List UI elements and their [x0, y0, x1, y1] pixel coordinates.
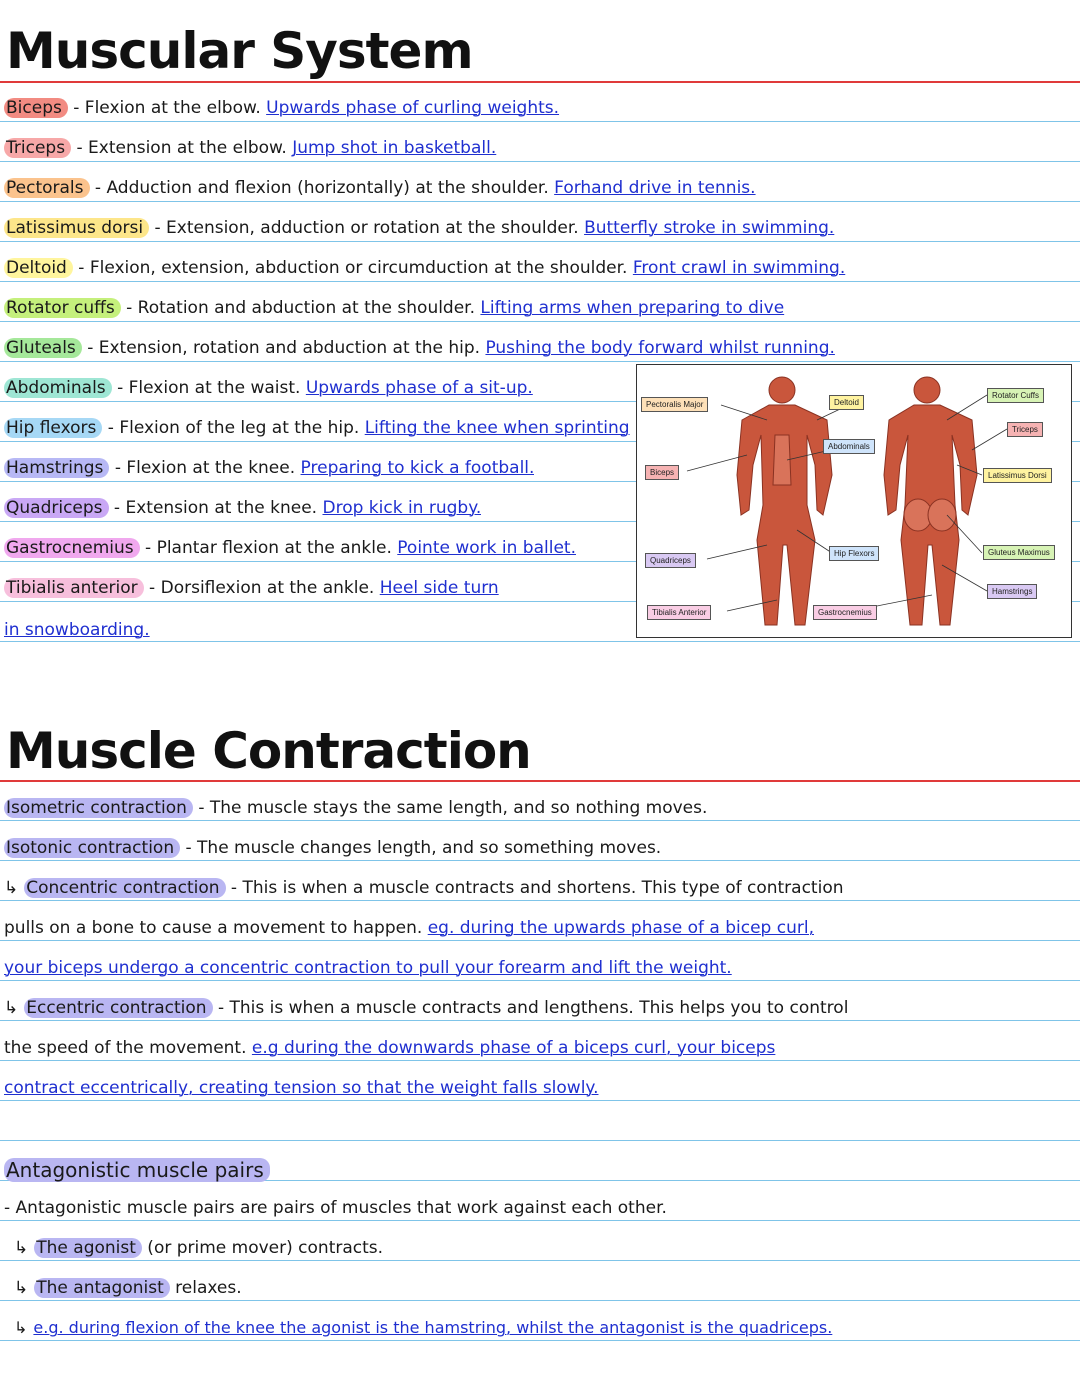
antagonistic-heading: Antagonistic muscle pairs	[4, 1158, 270, 1182]
sport-example: Lifting the knee when sprinting	[364, 418, 630, 438]
muscle-row	[4, 378, 533, 398]
muscle-action: Plantar flexion at the ankle.	[156, 538, 398, 558]
sport-example: Heel side turn	[379, 578, 499, 598]
label-quadriceps: Quadriceps	[645, 553, 696, 568]
front-body-figure	[737, 377, 832, 625]
isotonic-definition: - The muscle changes length, and so something moves.	[180, 838, 662, 858]
muscle-row	[4, 138, 496, 158]
rule	[0, 1020, 1080, 1021]
separator: -	[143, 578, 161, 598]
separator: -	[111, 378, 129, 398]
muscle-name: Pectorals	[4, 178, 90, 198]
label-hip-flexors: Hip Flexors	[829, 546, 879, 561]
muscle-row	[4, 298, 784, 318]
sport-example: Drop kick in rugby.	[322, 498, 482, 518]
title-rule	[0, 780, 1080, 782]
sport-example: Preparing to kick a football.	[300, 458, 535, 478]
concentric-example-cont: your biceps undergo a concentric contraction to pull your forearm and lift the weight.	[4, 958, 732, 978]
muscle-action: Extension, adduction or rotation at the shoulder.	[166, 218, 585, 238]
rule	[0, 980, 1080, 981]
rule	[0, 161, 1080, 162]
label-latissimus-dorsi: Latissimus Dorsi	[983, 468, 1052, 483]
muscle-row	[4, 218, 834, 238]
isotonic-line	[4, 838, 661, 858]
agonist-text: (or prime mover) contracts.	[141, 1238, 384, 1258]
rule	[0, 241, 1080, 242]
example-line	[14, 1318, 832, 1337]
muscle-action: Flexion at the waist.	[128, 378, 306, 398]
antagonist-line	[14, 1278, 242, 1298]
muscle-action: Adduction and flexion (horizontally) at the shoulder.	[106, 178, 555, 198]
eccentric-term: Eccentric contraction	[24, 998, 212, 1018]
muscle-row	[4, 498, 481, 518]
rule	[0, 1220, 1080, 1221]
sport-example: Front crawl in swimming.	[632, 258, 846, 278]
sport-example: Upwards phase of a sit-up.	[305, 378, 533, 398]
muscle-name: Biceps	[4, 98, 68, 118]
sport-example: Pointe work in ballet.	[397, 538, 576, 558]
label-abdominals: Abdominals	[823, 439, 875, 454]
muscle-name: Rotator cuffs	[4, 298, 121, 318]
example-text: in snowboarding.	[4, 620, 150, 640]
muscle-row	[4, 178, 756, 198]
sport-example: Butterfly stroke in swimming.	[584, 218, 835, 238]
muscle-name: Gastrocnemius	[4, 538, 140, 558]
separator: -	[72, 258, 90, 278]
sport-example: Jump shot in basketball.	[292, 138, 497, 158]
isotonic-term: Isotonic contraction	[4, 838, 180, 858]
eccentric-example-cont: contract eccentrically, creating tension so that the weight falls slowly.	[4, 1078, 599, 1098]
muscle-name: Quadriceps	[4, 498, 109, 518]
rule	[0, 361, 1080, 362]
isometric-line	[4, 798, 707, 818]
label-hamstrings: Hamstrings	[987, 584, 1037, 599]
antagonistic-heading-line	[4, 1158, 270, 1182]
rule	[0, 1300, 1080, 1301]
title-rule	[0, 81, 1080, 83]
rule	[0, 900, 1080, 901]
muscle-action: Flexion at the knee.	[126, 458, 301, 478]
back-body-figure	[884, 377, 977, 625]
label-gastrocnemius: Gastrocnemius	[813, 605, 877, 620]
separator: -	[71, 138, 89, 158]
muscle-name: Latissimus dorsi	[4, 218, 149, 238]
concentric-term: Concentric contraction	[24, 878, 225, 898]
muscle-row	[4, 458, 534, 478]
sport-example: Forhand drive in tennis.	[554, 178, 756, 198]
concentric-example: eg. during the upwards phase of a bicep curl,	[427, 918, 814, 938]
arrow-icon: ↳	[4, 998, 19, 1018]
muscle-name: Abdominals	[4, 378, 112, 398]
rule	[0, 820, 1080, 821]
rule	[0, 940, 1080, 941]
rule	[0, 201, 1080, 202]
muscle-row	[4, 578, 499, 598]
rule	[0, 1340, 1080, 1341]
separator: -	[89, 178, 107, 198]
muscle-name: Tibialis anterior	[4, 578, 144, 598]
eccentric-line-1	[4, 998, 848, 1018]
label-biceps: Biceps	[645, 465, 679, 480]
muscle-row	[4, 418, 630, 438]
sport-example: Pushing the body forward whilst running.	[485, 338, 835, 358]
arrow-icon: ↳	[14, 1318, 28, 1337]
continuation-line	[4, 620, 150, 640]
section-title-contraction: Muscle Contraction	[6, 722, 531, 780]
label-rotator-cuffs: Rotator Cuffs	[987, 388, 1044, 403]
muscle-row	[4, 98, 559, 118]
separator: -	[139, 538, 157, 558]
rule	[0, 121, 1080, 122]
muscle-name: Gluteals	[4, 338, 82, 358]
separator: -	[108, 498, 126, 518]
concentric-line-2	[4, 918, 814, 938]
muscle-action: Flexion, extension, abduction or circumduction at the shoulder.	[89, 258, 633, 278]
muscle-name: Triceps	[4, 138, 71, 158]
eccentric-example: e.g during the downwards phase of a biceps curl, your biceps	[251, 1038, 776, 1058]
separator: -	[67, 98, 85, 118]
rule	[0, 1100, 1080, 1101]
separator: -	[81, 338, 99, 358]
muscle-name: Deltoid	[4, 258, 73, 278]
agonist-line	[14, 1238, 383, 1258]
eccentric-line-3	[4, 1078, 598, 1098]
arrow-icon: ↳	[14, 1238, 29, 1258]
separator: -	[102, 418, 120, 438]
separator: -	[109, 458, 127, 478]
muscle-diagram	[636, 364, 1072, 638]
isometric-definition: - The muscle stays the same length, and so nothing moves.	[192, 798, 708, 818]
antagonist-term: The antagonist	[34, 1278, 170, 1298]
separator: -	[120, 298, 138, 318]
rule	[0, 281, 1080, 282]
label-deltoid: Deltoid	[829, 395, 864, 410]
isometric-term: Isometric contraction	[4, 798, 193, 818]
sport-example: Lifting arms when preparing to dive	[480, 298, 785, 318]
muscle-action: Extension at the knee.	[125, 498, 323, 518]
muscle-name: Hamstrings	[4, 458, 109, 478]
knee-flexion-example: e.g. during flexion of the knee the agonist is the hamstring, whilst the antagonist is the quadriceps.	[33, 1318, 833, 1337]
muscle-row	[4, 258, 845, 278]
concentric-line-1	[4, 878, 844, 898]
muscle-name: Hip flexors	[4, 418, 102, 438]
muscle-action: Extension, rotation and abduction at the hip.	[98, 338, 486, 358]
muscle-action: Flexion of the leg at the hip.	[119, 418, 365, 438]
muscle-action: Extension at the elbow.	[88, 138, 293, 158]
sport-example: Upwards phase of curling weights.	[266, 98, 560, 118]
separator: -	[149, 218, 167, 238]
muscle-action: Dorsiflexion at the ankle.	[160, 578, 380, 598]
label-pectoralis-major: Pectoralis Major	[641, 397, 708, 412]
rule	[0, 321, 1080, 322]
eccentric-line-2	[4, 1038, 775, 1058]
eccentric-definition-cont: the speed of the movement.	[4, 1038, 252, 1058]
muscle-action: Rotation and abduction at the shoulder.	[137, 298, 481, 318]
concentric-definition: - This is when a muscle contracts and shortens. This type of contraction	[225, 878, 844, 898]
rule	[0, 641, 1080, 642]
antagonistic-definition: - Antagonistic muscle pairs are pairs of muscles that work against each other.	[4, 1198, 667, 1218]
muscle-action: Flexion at the elbow.	[84, 98, 267, 118]
arrow-icon: ↳	[4, 878, 19, 898]
label-gluteus-maximus: Gluteus Maximus	[983, 545, 1055, 560]
rule	[0, 1060, 1080, 1061]
rule	[0, 860, 1080, 861]
label-triceps: Triceps	[1007, 422, 1043, 437]
rule	[0, 1260, 1080, 1261]
concentric-definition-cont: pulls on a bone to cause a movement to happen.	[4, 918, 428, 938]
agonist-term: The agonist	[34, 1238, 142, 1258]
eccentric-definition: - This is when a muscle contracts and lengthens. This helps you to control	[212, 998, 849, 1018]
muscle-row	[4, 538, 576, 558]
arrow-icon: ↳	[14, 1278, 29, 1298]
page-title: Muscular System	[6, 22, 473, 80]
muscle-row	[4, 338, 835, 358]
label-tibialis-anterior: Tibialis Anterior	[647, 605, 711, 620]
rule	[0, 1140, 1080, 1141]
concentric-line-3	[4, 958, 732, 978]
antagonist-text: relaxes.	[169, 1278, 242, 1298]
